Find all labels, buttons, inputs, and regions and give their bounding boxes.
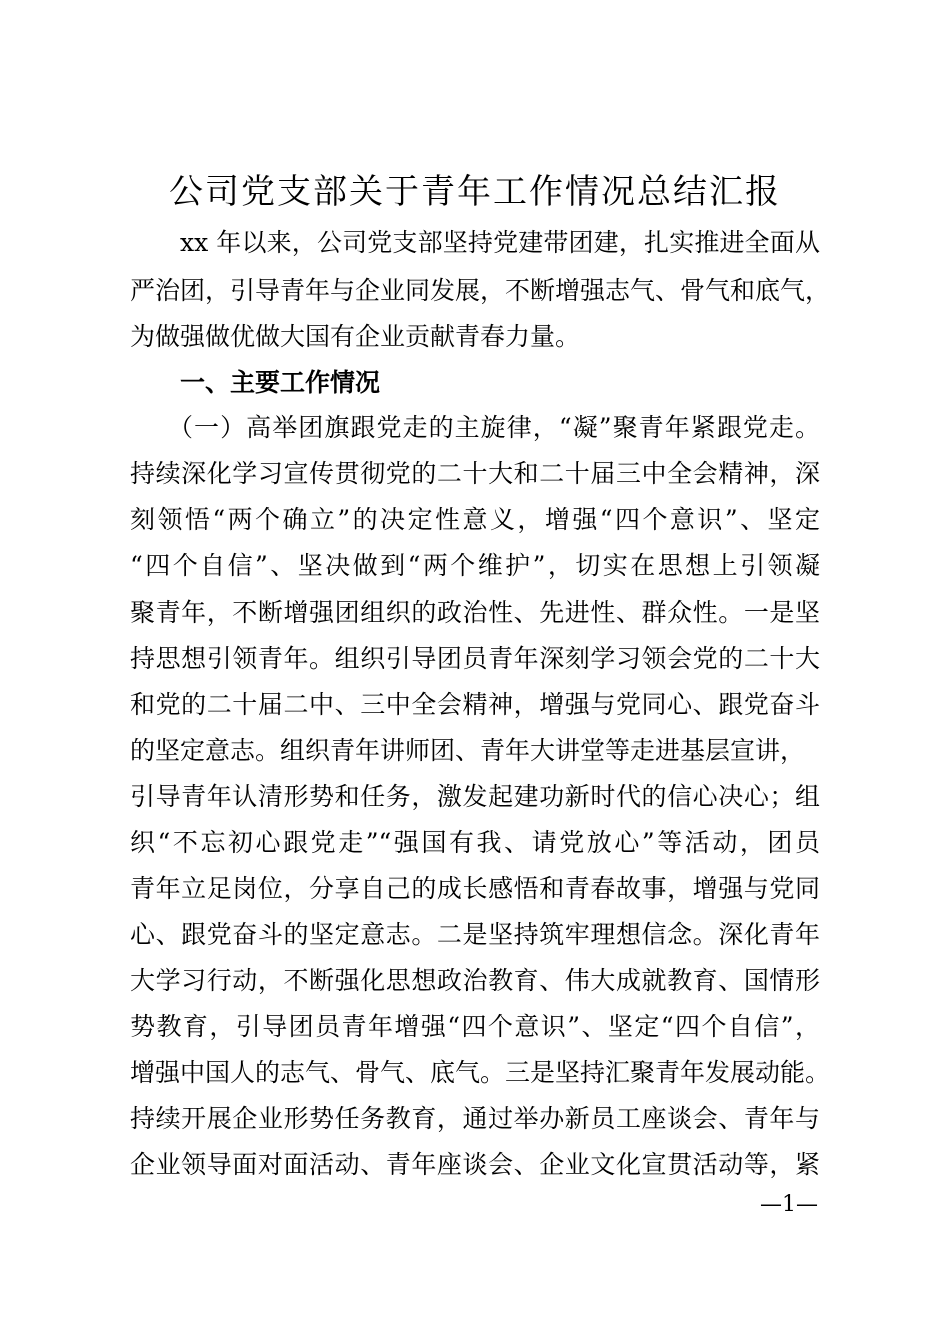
body-line: （一）高举团旗跟党走的主旋律，“凝”聚青年紧跟党走。 [168, 413, 820, 442]
intro-line: 为做强做优做大国有企业贡献青春力量。 [130, 322, 581, 351]
body-line: 青年立足岗位，分享自己的成长感悟和青春故事，增强与党同 [130, 874, 820, 903]
body-line: 和党的二十届二中、三中全会精神，增强与党同心、跟党奋斗 [130, 690, 820, 719]
section-heading: 一、主要工作情况 [180, 368, 381, 397]
body-line: 持续开展企业形势任务教育，通过举办新员工座谈会、青年与 [130, 1104, 820, 1133]
body-line: 企业领导面对面活动、青年座谈会、企业文化宣贯活动等，紧 [130, 1150, 820, 1179]
body-line: “四个自信”、坚决做到“两个维护”，切实在思想上引领凝 [130, 551, 820, 580]
body-line: 的坚定意志。组织青年讲师团、青年大讲堂等走进基层宣讲， [130, 736, 806, 765]
body-line: 持思想引领青年。组织引导团员青年深刻学习领会党的二十大 [130, 644, 820, 673]
page-number: —1— [760, 1192, 818, 1217]
body-line: 心、跟党奋斗的坚定意志。二是坚持筑牢理想信念。深化青年 [130, 920, 820, 949]
body-line: 织“不忘初心跟党走”“强国有我、请党放心”等活动，团员 [130, 828, 820, 857]
intro-line: 严治团，引导青年与企业同发展，不断增强志气、骨气和底气， [130, 276, 831, 305]
body-line: 持续深化学习宣传贯彻党的二十大和二十届三中全会精神，深 [130, 459, 820, 488]
document-title: 公司党支部关于青年工作情况总结汇报 [169, 172, 781, 212]
body-line: 大学习行动，不断强化思想政治教育、伟大成就教育、国情形 [130, 966, 820, 995]
body-line: 增强中国人的志气、骨气、底气。三是坚持汇聚青年发展动能。 [130, 1058, 831, 1087]
body-line: 势教育，引导团员青年增强“四个意识”、坚定“四个自信”， [130, 1012, 820, 1041]
body-line: 刻领悟“两个确立”的决定性意义，增强“四个意识”、坚定 [130, 505, 820, 534]
body-line: 聚青年，不断增强团组织的政治性、先进性、群众性。一是坚 [130, 598, 820, 627]
intro-line: xx 年以来，公司党支部坚持党建带团建，扎实推进全面从 [180, 228, 820, 257]
body-line: 引导青年认清形势和任务，激发起建功新时代的信心决心；组 [130, 782, 820, 811]
